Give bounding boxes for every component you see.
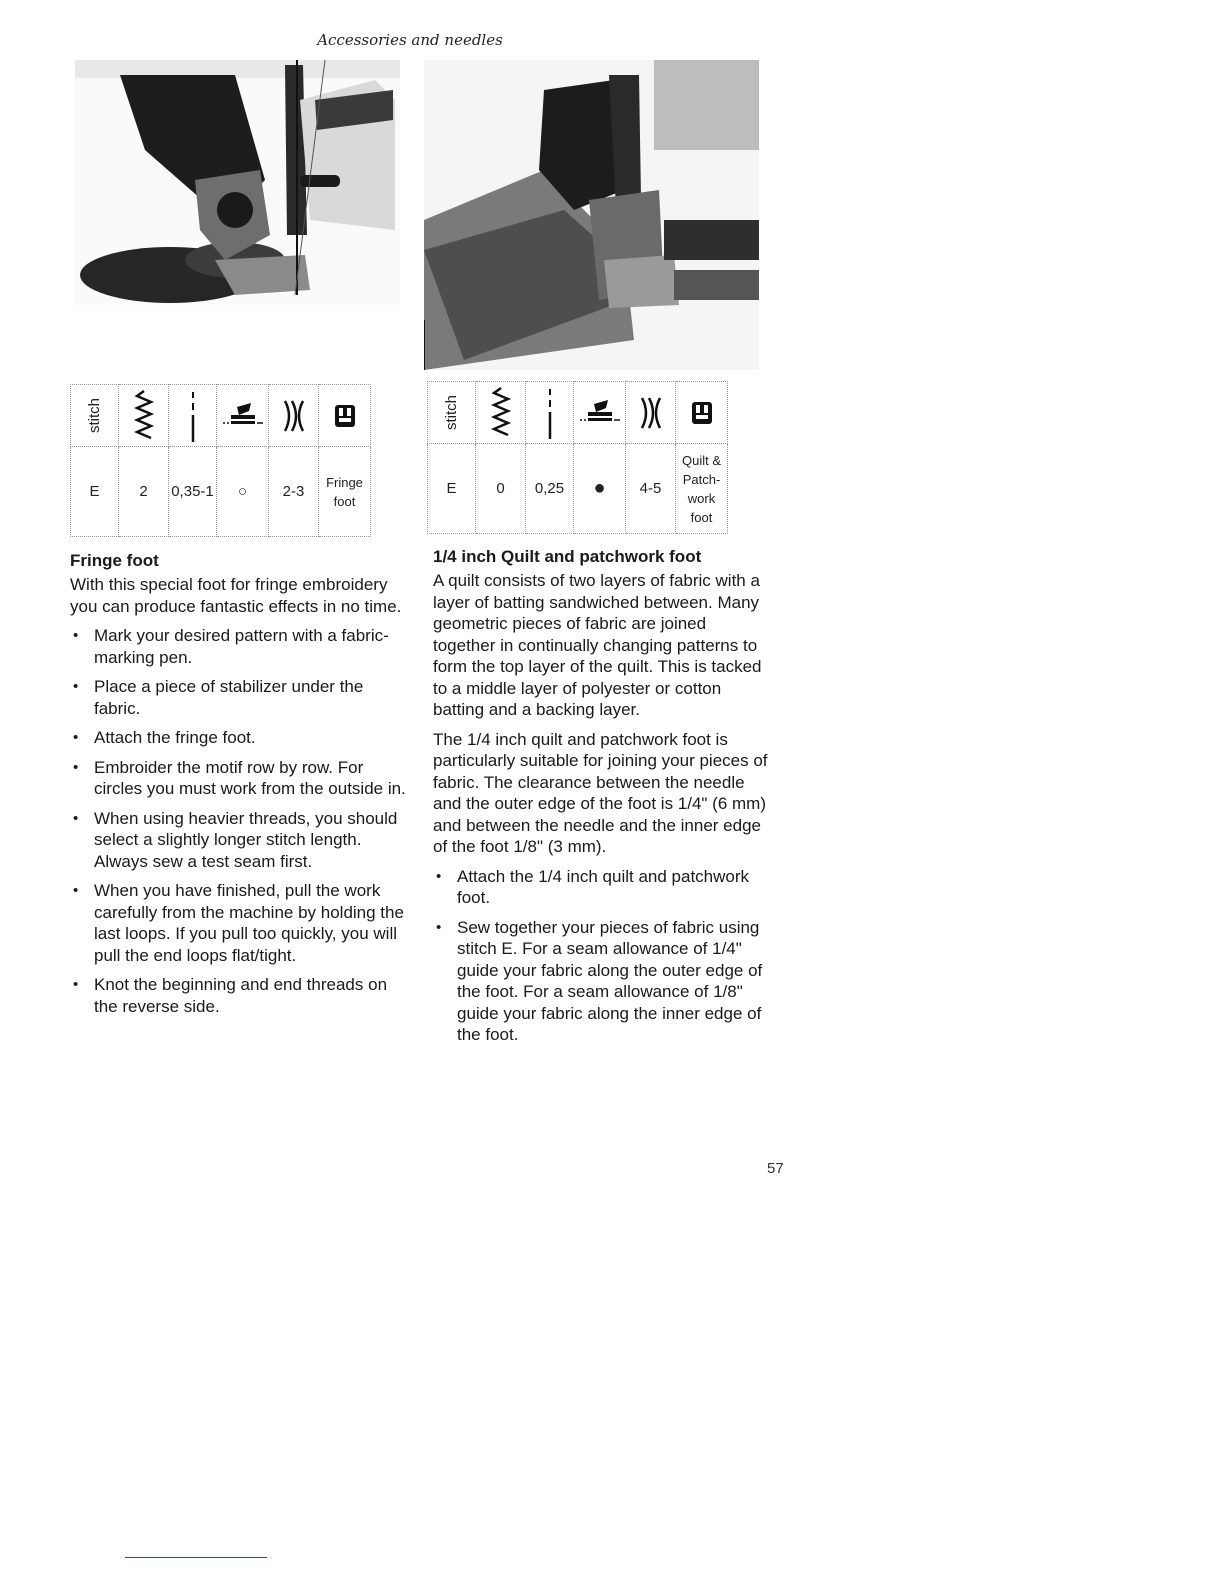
- instruction-list: [70, 625, 410, 1017]
- presser-foot-icon: [676, 382, 728, 444]
- fringe-foot-photo: [75, 60, 400, 305]
- quilt-foot-photo: [424, 60, 759, 370]
- running-header: Accessories and needles: [317, 31, 503, 49]
- body-paragraph: The 1/4 inch quilt and patchwork foot is particularly suitable for joining your pieces of fabric. The clearance between the needle and the outer edge of the foot is 1/4" (6 mm) and between the needle and the inner edge of the foot 1/8" (3 mm).: [433, 729, 768, 856]
- list-item: • Embroider the motif row by row. For circles you must work from the outside in.: [70, 757, 410, 800]
- stitch-header-cell: [71, 385, 119, 447]
- list-item: • Attach the 1/4 inch quilt and patchwork foot.: [433, 866, 768, 909]
- intro-paragraph: With this special foot for fringe embroidery you can produce fantastic effects in no time.: [70, 575, 402, 616]
- footer-rule: [125, 1557, 267, 1558]
- length-value: 0,35-1: [169, 447, 217, 537]
- stitch-header-label: stitch: [442, 394, 460, 431]
- list-item: • Place a piece of stabilizer under the fabric.: [70, 676, 410, 719]
- presser-foot-value: [319, 447, 371, 537]
- foot-line: Quilt &: [681, 452, 721, 468]
- list-item: • Attach the fringe foot.: [70, 727, 410, 749]
- feed-dog-value: ○: [217, 447, 269, 537]
- list-item: • When using heavier threads, you should select a slightly longer stitch length. Always sew a test seam first.: [70, 808, 410, 873]
- tension-value: 4-5: [626, 444, 676, 534]
- list-item: • Mark your desired pattern with a fabric-marking pen.: [70, 625, 410, 668]
- zigzag-icon: [476, 382, 526, 444]
- length-value: 0,25: [526, 444, 574, 534]
- intro-paragraph: A quilt consists of two layers of fabric with a layer of batting sandwiched between. Many geometric pieces of fabric are joined together in continually changing patterns to form the top layer of the quilt. This is tacked to a middle layer of polyester or cotton batting and a backing layer.: [433, 571, 762, 719]
- feed-dog-icon: [574, 382, 626, 444]
- settings-table-fringe: [70, 384, 371, 537]
- presser-foot-icon: [319, 385, 371, 447]
- instruction-list: [433, 866, 768, 1046]
- tension-icon: [269, 385, 319, 447]
- foot-line: foot: [333, 493, 356, 509]
- feed-dog-icon: [217, 385, 269, 447]
- width-value: 0: [476, 444, 526, 534]
- feed-dog-value: ●: [574, 444, 626, 534]
- section-title: 1/4 inch Quilt and patchwork foot: [433, 547, 702, 566]
- list-item: • When you have finished, pull the work carefully from the machine by holding the last loops. If you pull too quickly, you will pull the end loops flat/tight.: [70, 880, 410, 966]
- list-item: • Sew together your pieces of fabric using stitch E. For a seam allowance of 1/4" guide your fabric along the outer edge of the foot. For a seam allowance of 1/8" guide your fabric along the inner edge of the foot.: [433, 917, 768, 1046]
- presser-foot-value: [676, 444, 728, 534]
- section-title: Fringe foot: [70, 551, 159, 570]
- foot-line: foot: [690, 509, 713, 525]
- foot-line: work: [687, 490, 716, 506]
- tension-icon: [626, 382, 676, 444]
- foot-line: Patch-: [682, 471, 721, 487]
- stitch-value: E: [428, 444, 476, 534]
- page-number: 57: [767, 1160, 784, 1177]
- width-value: 2: [119, 447, 169, 537]
- stitch-value: E: [71, 447, 119, 537]
- settings-table-quilt: [427, 381, 728, 534]
- quilt-foot-section: [433, 546, 768, 1054]
- stitch-length-icon: [526, 382, 574, 444]
- stitch-header-label: stitch: [85, 397, 103, 434]
- foot-line: Fringe: [326, 474, 363, 490]
- stitch-length-icon: [169, 385, 217, 447]
- stitch-header-cell: [428, 382, 476, 444]
- list-item: • Knot the beginning and end threads on the reverse side.: [70, 974, 410, 1017]
- fringe-foot-section: [70, 550, 410, 1025]
- tension-value: 2-3: [269, 447, 319, 537]
- zigzag-icon: [119, 385, 169, 447]
